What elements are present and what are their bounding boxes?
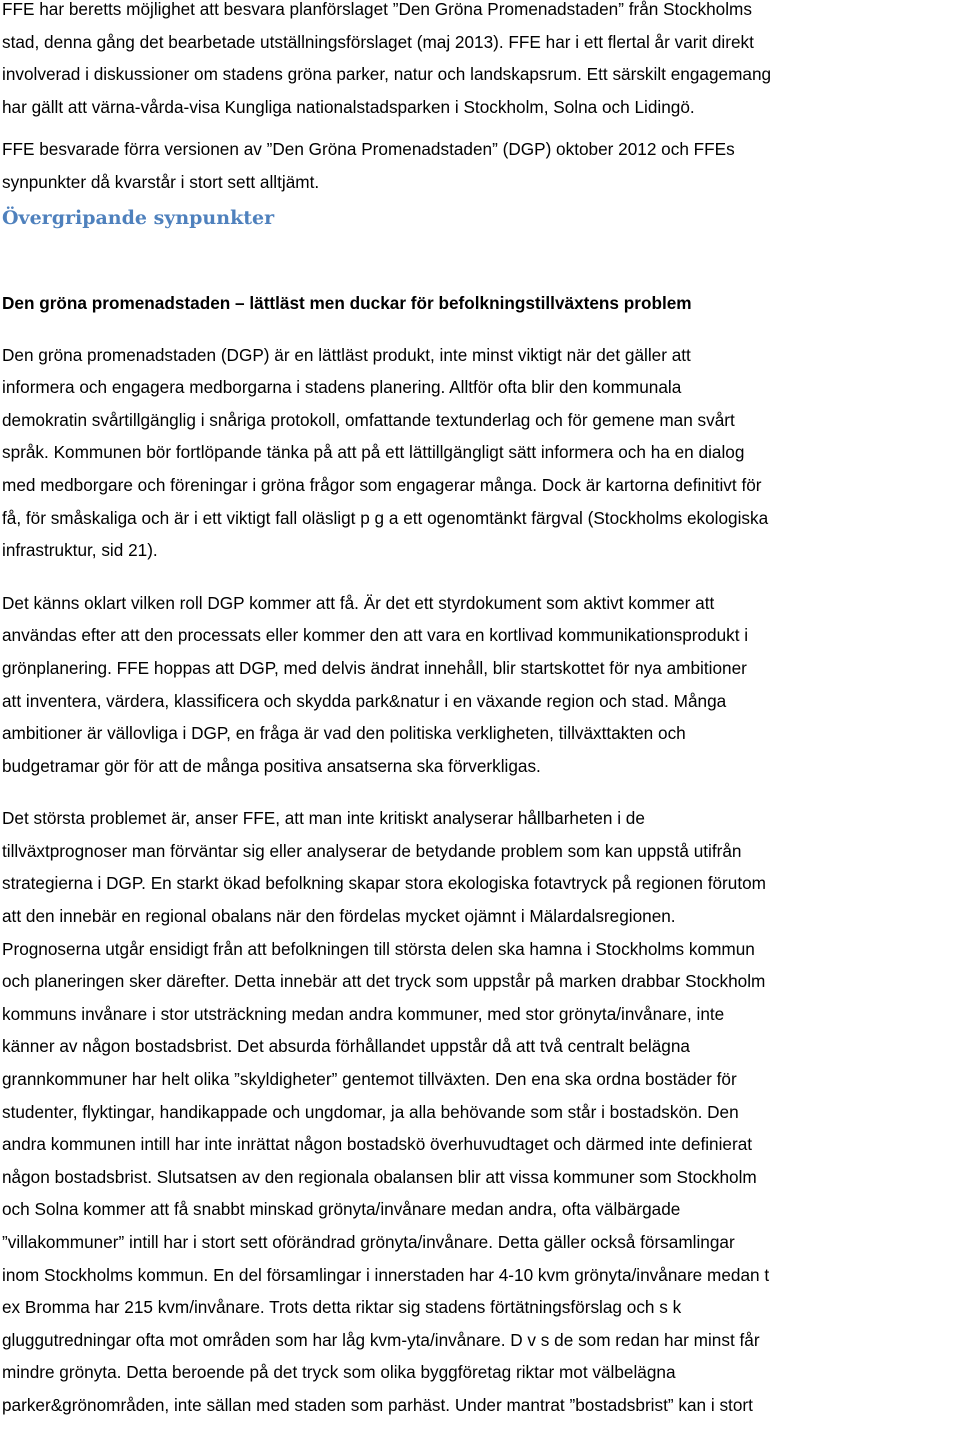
- section-heading: Övergripande synpunkter: [2, 206, 275, 229]
- text-line: användas efter att den processats eller kommer den att vara en kortlivad kommunikationsprodukt i: [2, 625, 749, 646]
- text-line: någon bostadsbrist. Slutsatsen av den regionala obalansen blir att vissa kommuner som Stockholm: [2, 1166, 757, 1187]
- text-line: gluggutredningar ofta mot områden som har låg kvm-yta/invånare. D v s de som redan har minst får: [2, 1329, 760, 1350]
- text-line: ”villakommuner” intill har i stort sett oförändrad grönyta/invånare. Detta gäller också församlingar: [2, 1232, 735, 1252]
- text-line: och planeringen sker därefter. Detta innebär att det tryck som uppstår på marken drabbar Stockholm: [2, 971, 766, 992]
- text-line: grannkommuner har helt olika ”skyldigheter” gentemot tillväxten. Den ena ska ordna bostäder för: [2, 1069, 737, 1090]
- text-line: stad, denna gång det bearbetade utställningsförslaget (maj 2013). FFE har i ett flertal år varit direkt: [2, 31, 754, 52]
- text-line: demokratin svårtillgänglig i snåriga protokoll, omfattande textunderlag och för gemene man svårt: [2, 409, 735, 430]
- text-line: informera och engagera medborgarna i stadens planering. Alltför ofta blir den kommunala: [2, 377, 682, 398]
- text-line: Prognoserna utgår ensidigt från att befolkningen till största delen ska hamna i Stockholms kommun: [2, 938, 755, 959]
- text-line: budgetramar gör för att de många positiva ansatserna ska förverkligas.: [2, 755, 541, 776]
- text-line: att inventera, värdera, klassificera och skydda park&natur i en växande region och stad. Många: [2, 690, 727, 711]
- text-line: infrastruktur, sid 21).: [2, 540, 158, 561]
- text-line: grönplanering. FFE hoppas att DGP, med delvis ändrat innehåll, blir startskottet för nya ambitioner: [2, 657, 747, 678]
- text-line: Det största problemet är, anser FFE, att man inte kritiskt analyserar hållbarheten i de: [2, 808, 645, 829]
- text-line: ex Bromma har 215 kvm/invånare. Trots detta riktar sig stadens förtätningsförslag och s k: [2, 1297, 682, 1318]
- document-page: [2, 0, 960, 1422]
- text-line: med medborgare och föreningar i gröna frågor som engagerar många. Dock är kartorna definitivt för: [2, 474, 762, 495]
- text-line: Det känns oklart vilken roll DGP kommer att få. Är det ett styrdokument som aktivt kommer att: [2, 592, 715, 613]
- text-line: känner av någon bostadsbrist. Det absurda förhållandet uppstår då att två centralt belägna: [2, 1036, 690, 1057]
- text-line: kommuns invånare i stor utsträckning medan andra kommuner, med stor grönyta/invånare, inte: [2, 1003, 725, 1024]
- text-line: Den gröna promenadstaden (DGP) är en lättläst produkt, inte minst viktigt när det gäller att: [2, 344, 691, 365]
- text-line: involverad i diskussioner om stadens gröna parker, natur och landskapsrum. Ett särskilt engagemang: [2, 64, 772, 85]
- body-paragraph-1: [2, 339, 960, 567]
- subsection-heading: Den gröna promenadstaden – lättläst men duckar för befolkningstillväxtens problem: [2, 292, 692, 313]
- text-line: andra kommunen intill har inte inrättat någon bostadskö överhuvudtaget och därmed inte definierat: [2, 1134, 753, 1155]
- text-line: har gällt att värna-vårda-visa Kungliga nationalstadsparken i Stockholm, Solna och Lidingö.: [2, 96, 695, 117]
- text-line: studenter, flyktingar, handikappade och ungdomar, ja alla behövande som står i bostadskön. Den: [2, 1101, 739, 1122]
- text-line: synpunkter då kvarstår i stort sett alltjämt.: [2, 171, 320, 192]
- text-line: mindre grönyta. Detta beroende på det tryck som olika byggföretag riktar mot välbelägna: [2, 1362, 676, 1383]
- body-paragraph-3: [2, 802, 960, 1421]
- intro-paragraph: [2, 0, 960, 123]
- text-line: strategierna i DGP. En starkt ökad befolkning skapar stora ekologiska fotavtryck på regionen förutom: [2, 873, 766, 894]
- text-line: parker&grönområden, inte sällan med staden som parhäst. Under mantrat ”bostadsbrist” kan i stort: [2, 1394, 753, 1415]
- text-line: att den innebär en regional obalans när den fördelas mycket ojämnt i Mälardalsregionen.: [2, 906, 676, 927]
- text-line: FFE har beretts möjlighet att besvara planförslaget ”Den Gröna Promenadstaden” från Stockholms: [2, 0, 752, 19]
- previous-response-paragraph: [2, 133, 960, 198]
- text-line: inom Stockholms kommun. En del församlingar i innerstaden har 4-10 kvm grönyta/invånare medan t: [2, 1264, 770, 1285]
- text-line: få, för småskaliga och är i ett viktigt fall oläsligt p g a ett ogenomtänkt färgval (Stockholms ekologiska: [2, 507, 769, 528]
- text-line: språk. Kommunen bör fortlöpande tänka på att på ett lättillgängligt sätt informera och ha en dialog: [2, 442, 745, 463]
- text-line: FFE besvarade förra versionen av ”Den Gröna Promenadstaden” (DGP) oktober 2012 och FFEs: [2, 139, 735, 160]
- text-line: tillväxtprognoser man förväntar sig eller analyserar de betydande problem som kan uppstå utifrån: [2, 840, 742, 861]
- text-line: och Solna kommer att få snabbt minskad grönyta/invånare medan andra, ofta välbärgade: [2, 1199, 681, 1220]
- text-line: ambitioner är vällovliga i DGP, en fråga är vad den politiska verkligheten, tillväxttakten och: [2, 723, 686, 744]
- body-paragraph-2: [2, 587, 960, 783]
